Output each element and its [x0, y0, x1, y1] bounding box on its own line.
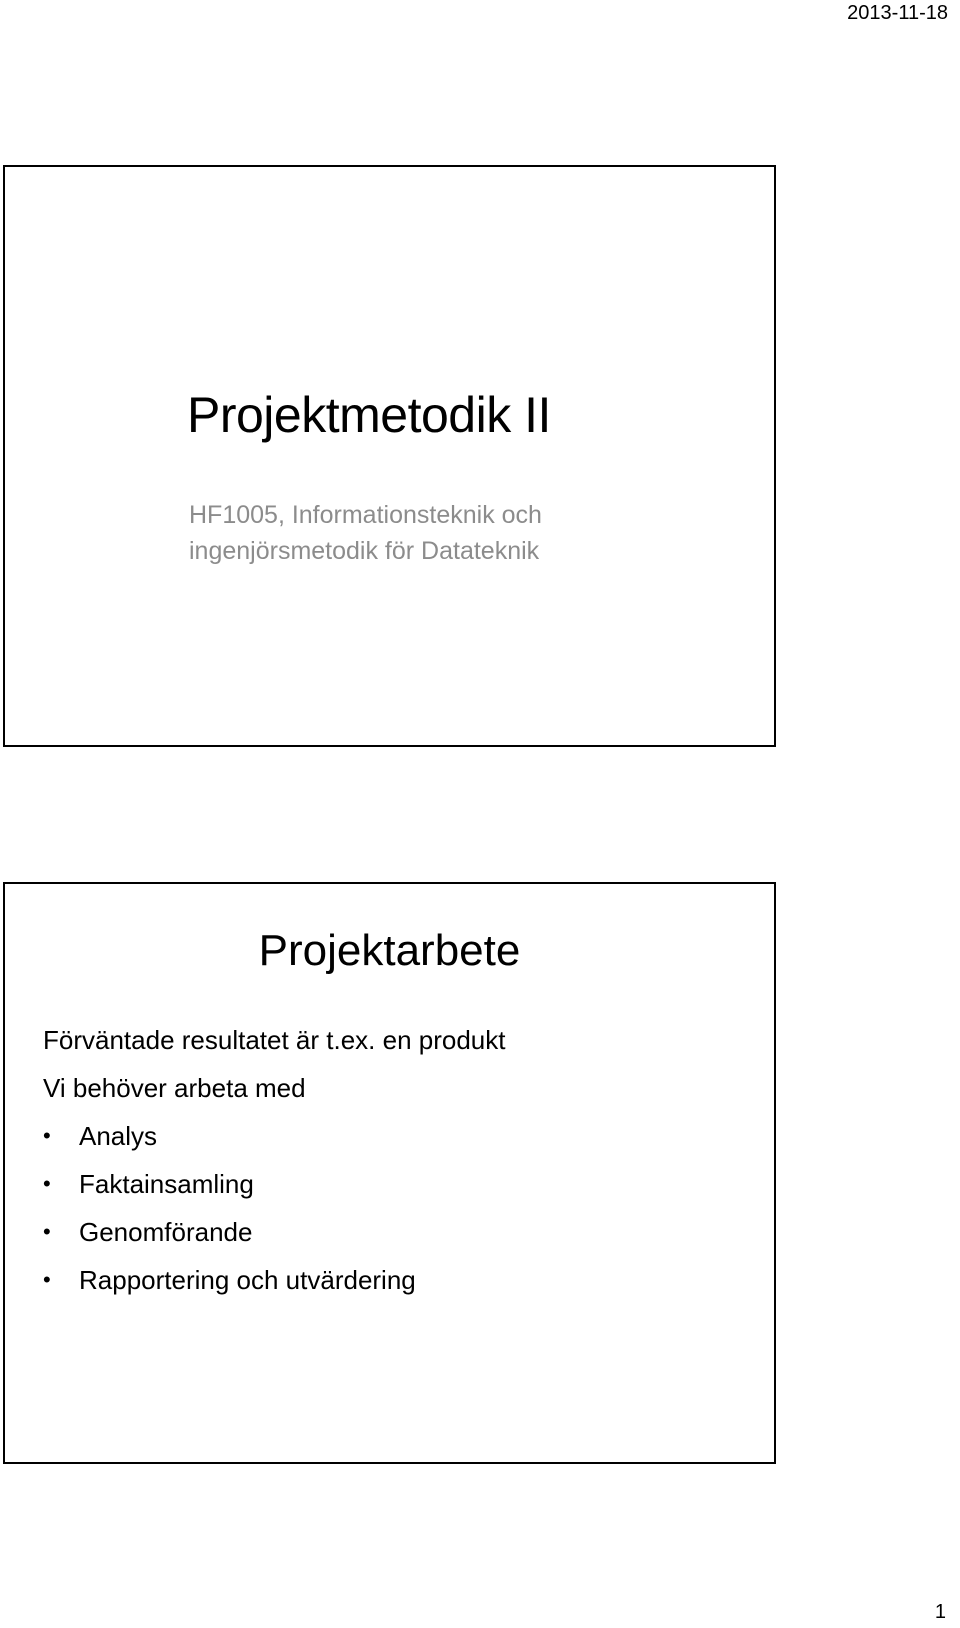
bullet-icon: • [43, 1171, 51, 1196]
slide-body [43, 1016, 505, 1304]
slide-1 [3, 165, 776, 747]
bullet-icon: • [43, 1267, 51, 1292]
bullet-item [43, 1208, 505, 1256]
subtitle-line: HF1005, Informationsteknik och [189, 501, 542, 529]
slide-paragraph: Förväntade resultatet är t.ex. en produkt [43, 1025, 506, 1055]
subtitle-line: ingenjörsmetodik för Datateknik [189, 537, 540, 565]
bullet-item [43, 1256, 505, 1304]
bullet-text: Faktainsamling [79, 1169, 254, 1199]
slide-title: Projektarbete [258, 926, 521, 975]
bullet-text: Genomförande [79, 1217, 253, 1247]
slide-2 [3, 882, 776, 1464]
bullet-item [43, 1160, 505, 1208]
slide-subtitle [189, 497, 542, 569]
bullet-text: Rapportering och utvärdering [79, 1265, 416, 1295]
bullet-list [43, 1112, 505, 1304]
slide-paragraph: Vi behöver arbeta med [43, 1073, 306, 1103]
bullet-item [43, 1112, 505, 1160]
bullet-icon: • [43, 1219, 51, 1244]
page-date: 2013-11-18 [847, 2, 948, 24]
bullet-icon: • [43, 1123, 51, 1148]
slide-title: Projektmetodik II [187, 387, 551, 443]
bullet-text: Analys [79, 1121, 158, 1151]
page-number: 1 [934, 1601, 946, 1623]
